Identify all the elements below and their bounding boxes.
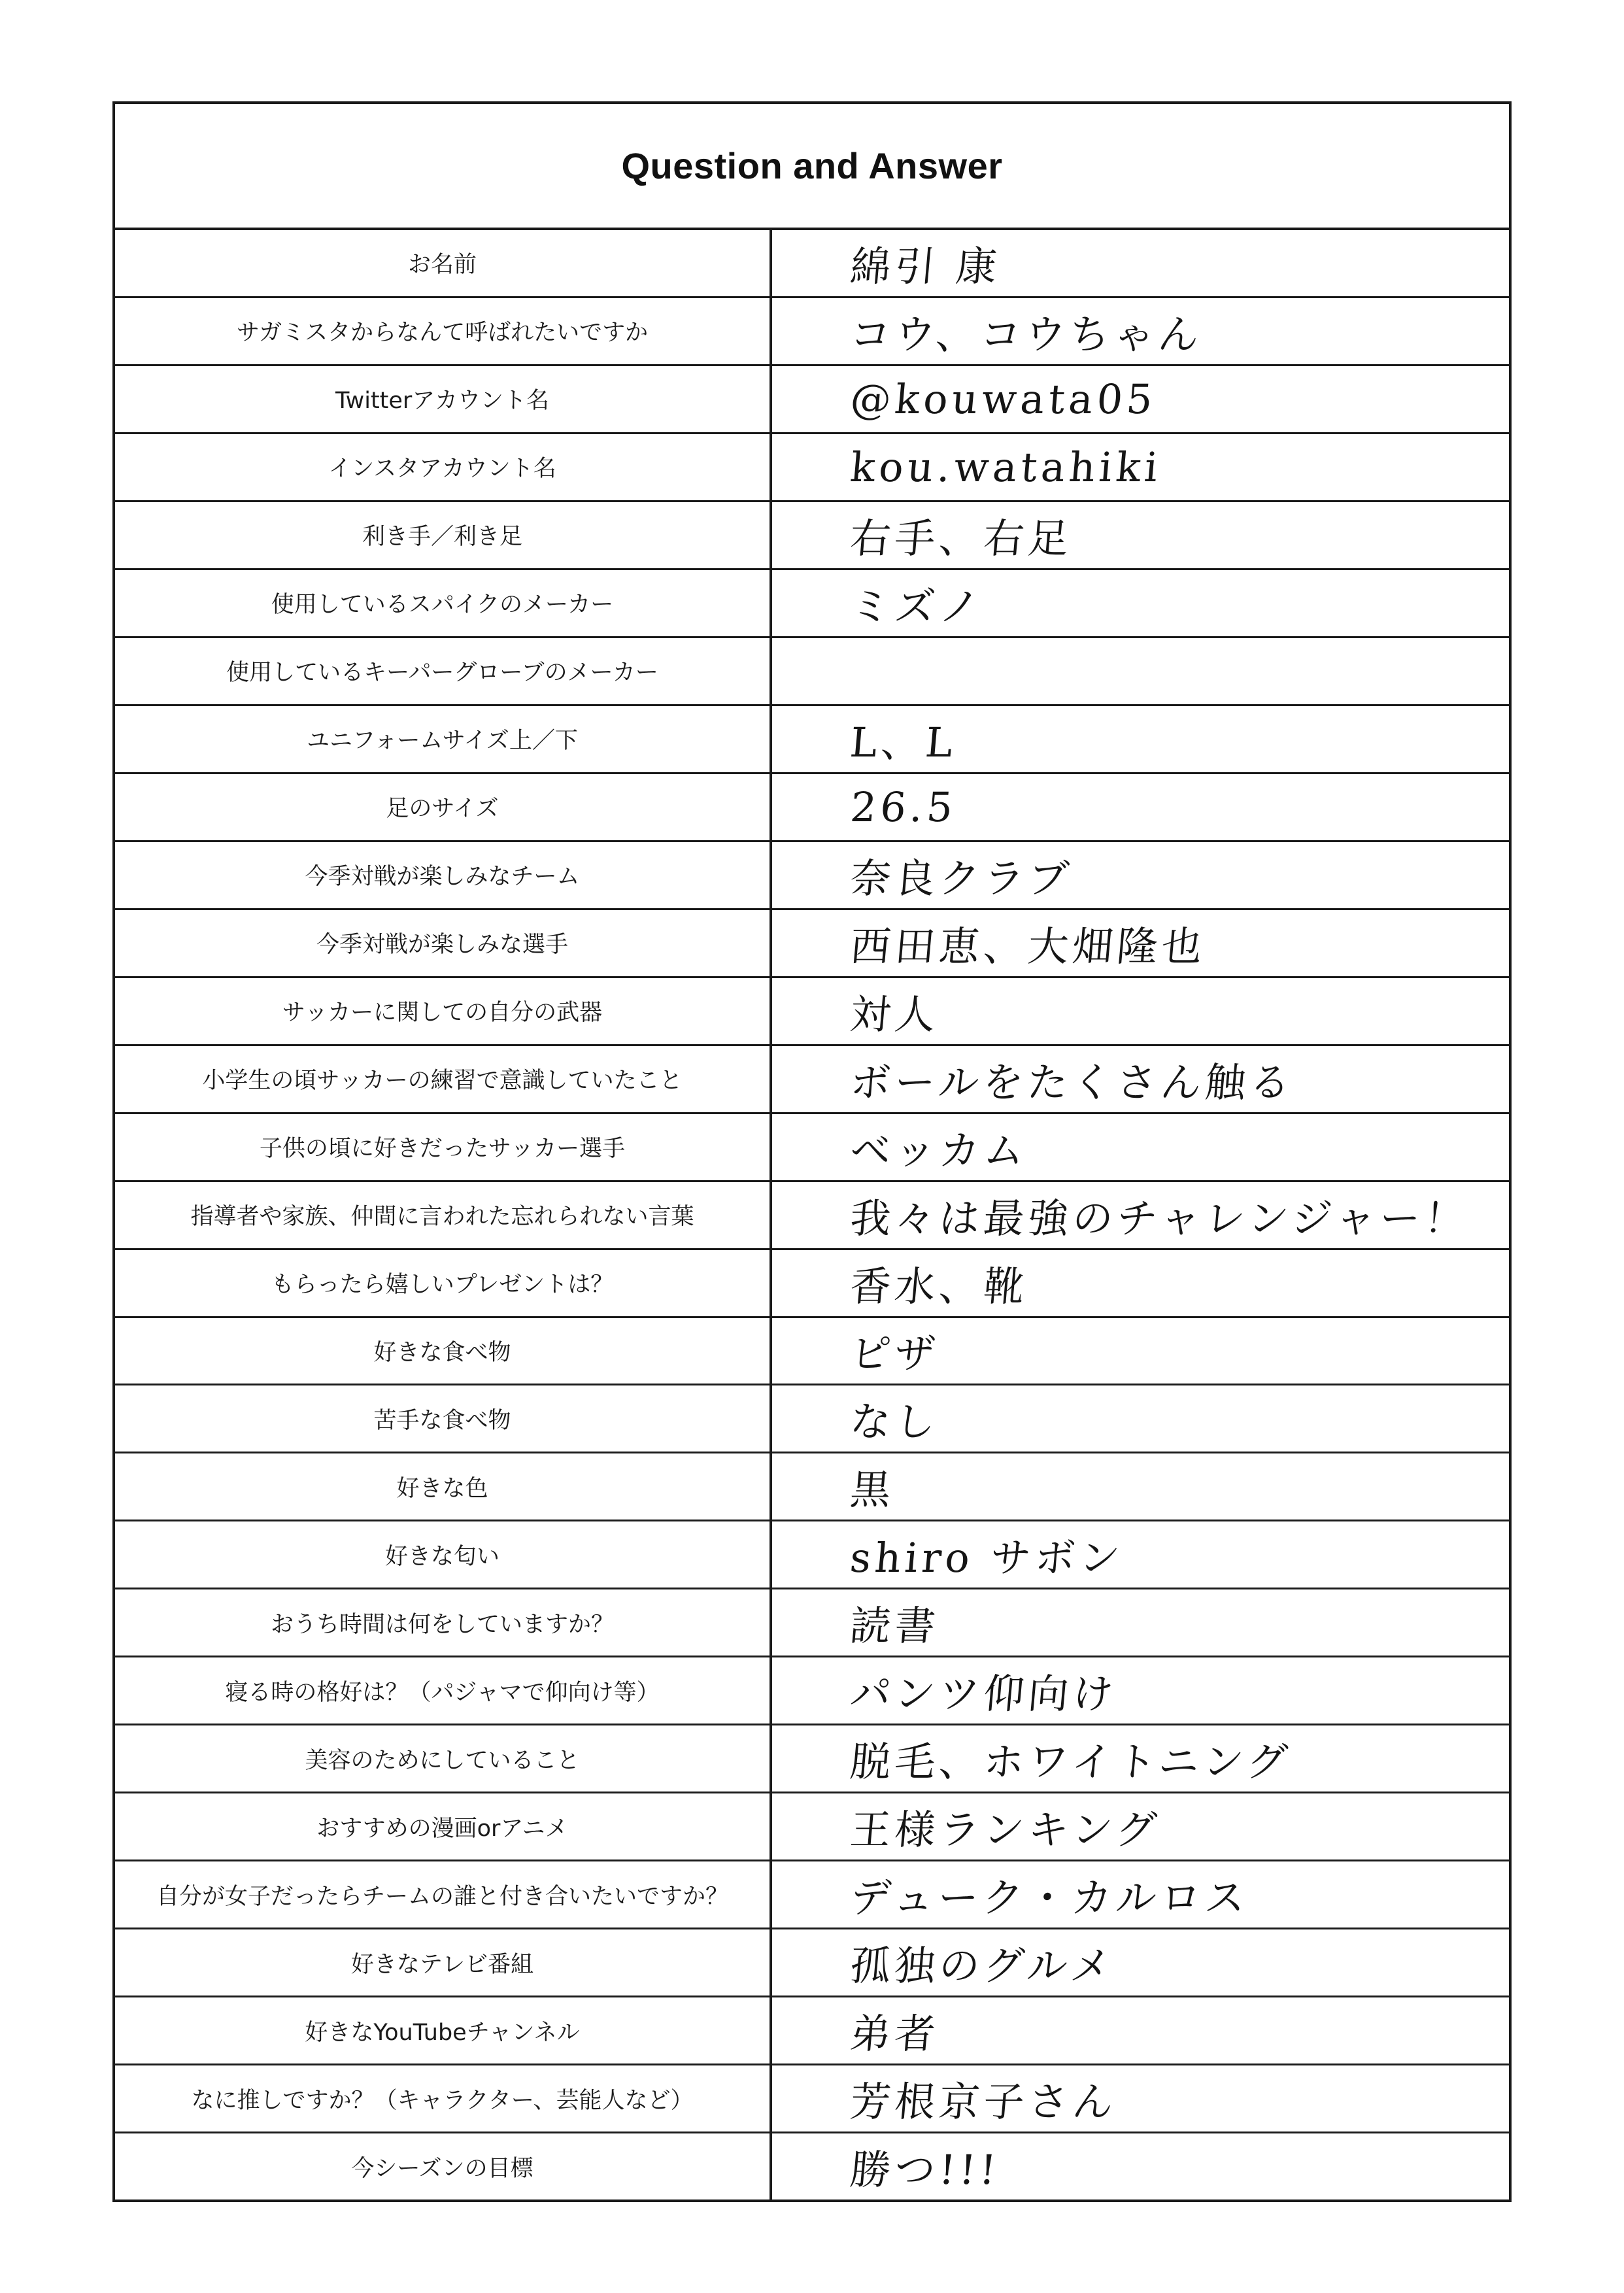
qa-row [115, 570, 1509, 638]
qa-row [115, 1318, 1509, 1386]
question-cell [115, 638, 772, 704]
question-text: サッカーに関しての自分の武器 [282, 1000, 603, 1027]
answer-cell [772, 1657, 1509, 1724]
answer-cell [772, 1861, 1509, 1928]
handwritten-answer: 王様ランキング [848, 1806, 1162, 1854]
answer-cell [772, 366, 1509, 432]
handwritten-answer: 右手、右足 [848, 514, 1075, 562]
qa-row [115, 1861, 1509, 1929]
qa-row [115, 774, 1509, 842]
qa-row [115, 2133, 1509, 2200]
question-text: 利き手／利き足 [362, 524, 522, 551]
question-cell [115, 1725, 772, 1792]
question-cell [115, 1182, 772, 1248]
question-cell [115, 2065, 772, 2132]
question-text: 寝る時の格好は？（パジャマで仰向け等） [225, 1679, 660, 1706]
question-text: Twitterアカウント名 [335, 388, 549, 415]
handwritten-answer: 奈良クラブ [848, 854, 1075, 902]
question-text: おすすめの漫画orアニメ [316, 1815, 568, 1842]
question-text: 好きなYouTubeチャンネル [305, 2019, 580, 2046]
handwritten-answer: 26.5 [848, 783, 959, 831]
qa-row [115, 434, 1509, 502]
question-cell [115, 434, 772, 500]
question-cell [115, 1657, 772, 1724]
answer-cell [772, 1318, 1509, 1384]
question-text: 子供の頃に好きだったサッカー選手 [259, 1136, 626, 1163]
question-cell [115, 230, 772, 296]
qa-table [115, 230, 1509, 2200]
handwritten-answer: 芳根京子さん [848, 2078, 1119, 2126]
answer-cell [772, 1114, 1509, 1180]
qa-row [115, 1114, 1509, 1182]
handwritten-answer: L、L [848, 718, 959, 766]
answer-cell [772, 1182, 1509, 1248]
qa-row [115, 1929, 1509, 1997]
qa-row [115, 1589, 1509, 1657]
answer-cell [772, 502, 1509, 568]
question-text: 好きな色 [396, 1475, 488, 1502]
handwritten-answer: 勝つ!!! [848, 2146, 1002, 2194]
question-text: 今季対戦が楽しみなチーム [305, 864, 580, 891]
question-cell [115, 1046, 772, 1112]
handwritten-answer: 脱毛、ホワイトニング [848, 1738, 1294, 1786]
question-cell [115, 1929, 772, 1996]
handwritten-answer: 孤独のグルメ [848, 1942, 1117, 1990]
answer-cell [772, 434, 1509, 500]
qa-row [115, 2065, 1509, 2133]
question-text: おうち時間は何をしていますか？ [270, 1611, 614, 1638]
qa-row [115, 1725, 1509, 1793]
title-row [115, 104, 1509, 230]
question-cell [115, 1114, 772, 1180]
qa-row [115, 298, 1509, 366]
handwritten-answer: shiro サボン [848, 1534, 1126, 1582]
answer-cell [772, 1997, 1509, 2064]
question-text: 今シーズンの目標 [351, 2155, 533, 2182]
answer-cell [772, 1521, 1509, 1588]
answer-cell [772, 230, 1509, 296]
handwritten-answer: 我々は最強のチャレンジャー！ [848, 1194, 1471, 1242]
qa-row [115, 366, 1509, 434]
qa-row [115, 1182, 1509, 1250]
qa-row [115, 230, 1509, 298]
handwritten-answer: 香水、靴 [848, 1262, 1030, 1310]
qa-row [115, 1657, 1509, 1725]
handwritten-answer: ベッカム [848, 1126, 1030, 1174]
question-text: 使用しているキーパーグローブのメーカー [226, 660, 658, 687]
handwritten-answer: デューク・カルロス [848, 1874, 1251, 1922]
handwritten-answer: 読書 [848, 1602, 941, 1650]
question-cell [115, 910, 772, 976]
question-cell [115, 1861, 772, 1928]
question-text: 指導者や家族、仲間に言われた忘れられない言葉 [190, 1204, 694, 1231]
answer-cell [772, 1453, 1509, 1520]
question-text: ユニフォームサイズ上／下 [307, 728, 578, 755]
answer-cell [772, 1793, 1509, 1860]
answer-cell [772, 910, 1509, 976]
question-text: 足のサイズ [386, 796, 499, 823]
handwritten-answer: 西田恵、大畑隆也 [848, 922, 1208, 970]
handwritten-answer: コウ、コウちゃん [848, 310, 1205, 358]
question-cell [115, 1793, 772, 1860]
qa-row [115, 706, 1509, 774]
question-cell [115, 1521, 772, 1588]
question-text: 好きな食べ物 [373, 1339, 511, 1366]
question-cell [115, 706, 772, 772]
question-text: 美容のためにしていること [305, 1747, 580, 1774]
handwritten-answer: kou.watahiki [848, 443, 1164, 491]
question-text: 自分が女子だったらチームの誰と付き合いたいですか？ [156, 1883, 728, 1910]
question-cell [115, 366, 772, 432]
qa-row [115, 1521, 1509, 1589]
handwritten-answer: ピザ [848, 1330, 941, 1378]
question-cell [115, 978, 772, 1044]
question-cell [115, 842, 772, 908]
qa-row [115, 1250, 1509, 1318]
answer-cell [772, 774, 1509, 840]
answer-cell [772, 2065, 1509, 2132]
qa-row [115, 978, 1509, 1046]
qa-row [115, 842, 1509, 910]
handwritten-answer: 黒 [848, 1466, 897, 1514]
questionnaire-sheet [112, 101, 1512, 2202]
answer-cell [772, 1589, 1509, 1656]
handwritten-answer: なし [848, 1398, 941, 1446]
answer-cell [772, 638, 1509, 704]
qa-row [115, 1793, 1509, 1861]
handwritten-answer: 対人 [848, 990, 941, 1038]
answer-cell [772, 1929, 1509, 1996]
answer-cell [772, 1250, 1509, 1316]
qa-row [115, 638, 1509, 706]
answer-cell [772, 1385, 1509, 1452]
answer-cell [772, 978, 1509, 1044]
question-cell [115, 298, 772, 364]
question-text: 今季対戦が楽しみな選手 [316, 932, 568, 959]
question-cell [115, 1997, 772, 2064]
question-cell [115, 1385, 772, 1452]
answer-cell [772, 1046, 1509, 1112]
answer-cell [772, 1725, 1509, 1792]
question-text: 苦手な食べ物 [373, 1407, 511, 1434]
answer-cell [772, 842, 1509, 908]
question-text: お名前 [407, 252, 477, 279]
question-text: 好きな匂い [384, 1543, 499, 1570]
question-cell [115, 1250, 772, 1316]
question-cell [115, 1589, 772, 1656]
question-cell [115, 2133, 772, 2200]
qa-row [115, 910, 1509, 978]
handwritten-answer: 弟者 [848, 2010, 941, 2058]
answer-cell [772, 298, 1509, 364]
qa-row [115, 502, 1509, 570]
qa-row [115, 1453, 1509, 1521]
qa-row [115, 1046, 1509, 1114]
handwritten-answer: パンツ仰向け [848, 1670, 1119, 1718]
handwritten-answer: 綿引 康 [848, 242, 1003, 290]
question-text: なに推しですか？（キャラクター、芸能人など） [191, 2087, 694, 2114]
question-cell [115, 570, 772, 636]
question-cell [115, 1318, 772, 1384]
page-title: Question and Answer [621, 145, 1003, 186]
question-cell [115, 1453, 772, 1520]
qa-row [115, 1997, 1509, 2065]
question-text: インスタアカウント名 [328, 456, 556, 483]
question-text: サガミスタからなんて呼ばれたいですか [236, 320, 649, 347]
answer-cell [772, 2133, 1509, 2200]
question-text: もらったら嬉しいプレゼントは？ [271, 1272, 614, 1299]
question-text: 好きなテレビ番組 [350, 1951, 534, 1978]
question-text: 小学生の頃サッカーの練習で意識していたこと [202, 1068, 683, 1095]
handwritten-answer: ミズノ [848, 582, 986, 630]
handwritten-answer: @kouwata05 [848, 375, 1159, 423]
answer-cell [772, 706, 1509, 772]
qa-row [115, 1385, 1509, 1453]
answer-cell [772, 570, 1509, 636]
question-cell [115, 774, 772, 840]
handwritten-answer: ボールをたくさん触る [848, 1058, 1296, 1106]
question-text: 使用しているスパイクのメーカー [271, 592, 614, 619]
question-cell [115, 502, 772, 568]
